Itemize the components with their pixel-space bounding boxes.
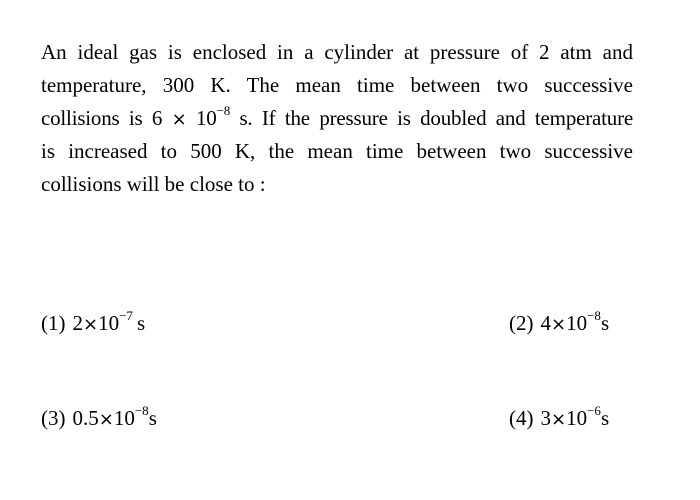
multiply-sign: × bbox=[551, 314, 567, 335]
option-coefficient: 3 bbox=[540, 406, 551, 430]
collision-time-suffix: s. If the pressure is doubled and temperature bbox=[239, 106, 633, 130]
power-base: 10 bbox=[195, 106, 217, 130]
option-4[interactable] bbox=[509, 404, 609, 434]
option-number: (4) bbox=[509, 406, 534, 430]
question-line-1: An ideal gas is enclosed in a cylinder at pressure of 2 atm and bbox=[41, 40, 633, 64]
power-base: 10 bbox=[566, 311, 588, 335]
option-number: (3) bbox=[41, 406, 66, 430]
question-text bbox=[41, 36, 633, 201]
power-exponent: −8 bbox=[216, 103, 231, 118]
power-base: 10 bbox=[566, 406, 588, 430]
option-coefficient: 2 bbox=[72, 311, 83, 335]
option-number: (1) bbox=[41, 311, 66, 335]
question-line-2: temperature, 300 K. The mean time between two successive bbox=[41, 73, 633, 97]
power-exponent: −8 bbox=[587, 308, 601, 323]
option-2[interactable] bbox=[509, 309, 609, 339]
multiply-sign: × bbox=[171, 109, 187, 130]
multiply-sign: × bbox=[98, 409, 114, 430]
question-line-4: is increased to 500 K, the mean time between two successive bbox=[41, 139, 633, 163]
power-base: 10 bbox=[98, 311, 120, 335]
question-line-5: collisions will be close to : bbox=[41, 172, 266, 196]
power-exponent: −8 bbox=[134, 403, 149, 418]
multiply-sign: × bbox=[551, 409, 567, 430]
option-coefficient: 4 bbox=[540, 311, 551, 335]
option-number: (2) bbox=[509, 311, 534, 335]
collision-time-prefix: collisions is 6 bbox=[41, 106, 163, 130]
question-line-3 bbox=[41, 102, 633, 135]
option-3[interactable] bbox=[41, 404, 157, 434]
option-unit: s bbox=[136, 311, 146, 335]
power-exponent: −6 bbox=[587, 403, 601, 418]
option-unit: s bbox=[600, 311, 610, 335]
power-base: 10 bbox=[113, 406, 135, 430]
option-1[interactable] bbox=[41, 309, 145, 339]
option-unit: s bbox=[600, 406, 610, 430]
option-unit: s bbox=[148, 406, 157, 430]
multiply-sign: × bbox=[83, 314, 99, 335]
power-exponent: −7 bbox=[119, 308, 133, 323]
option-coefficient: 0.5 bbox=[72, 406, 99, 430]
